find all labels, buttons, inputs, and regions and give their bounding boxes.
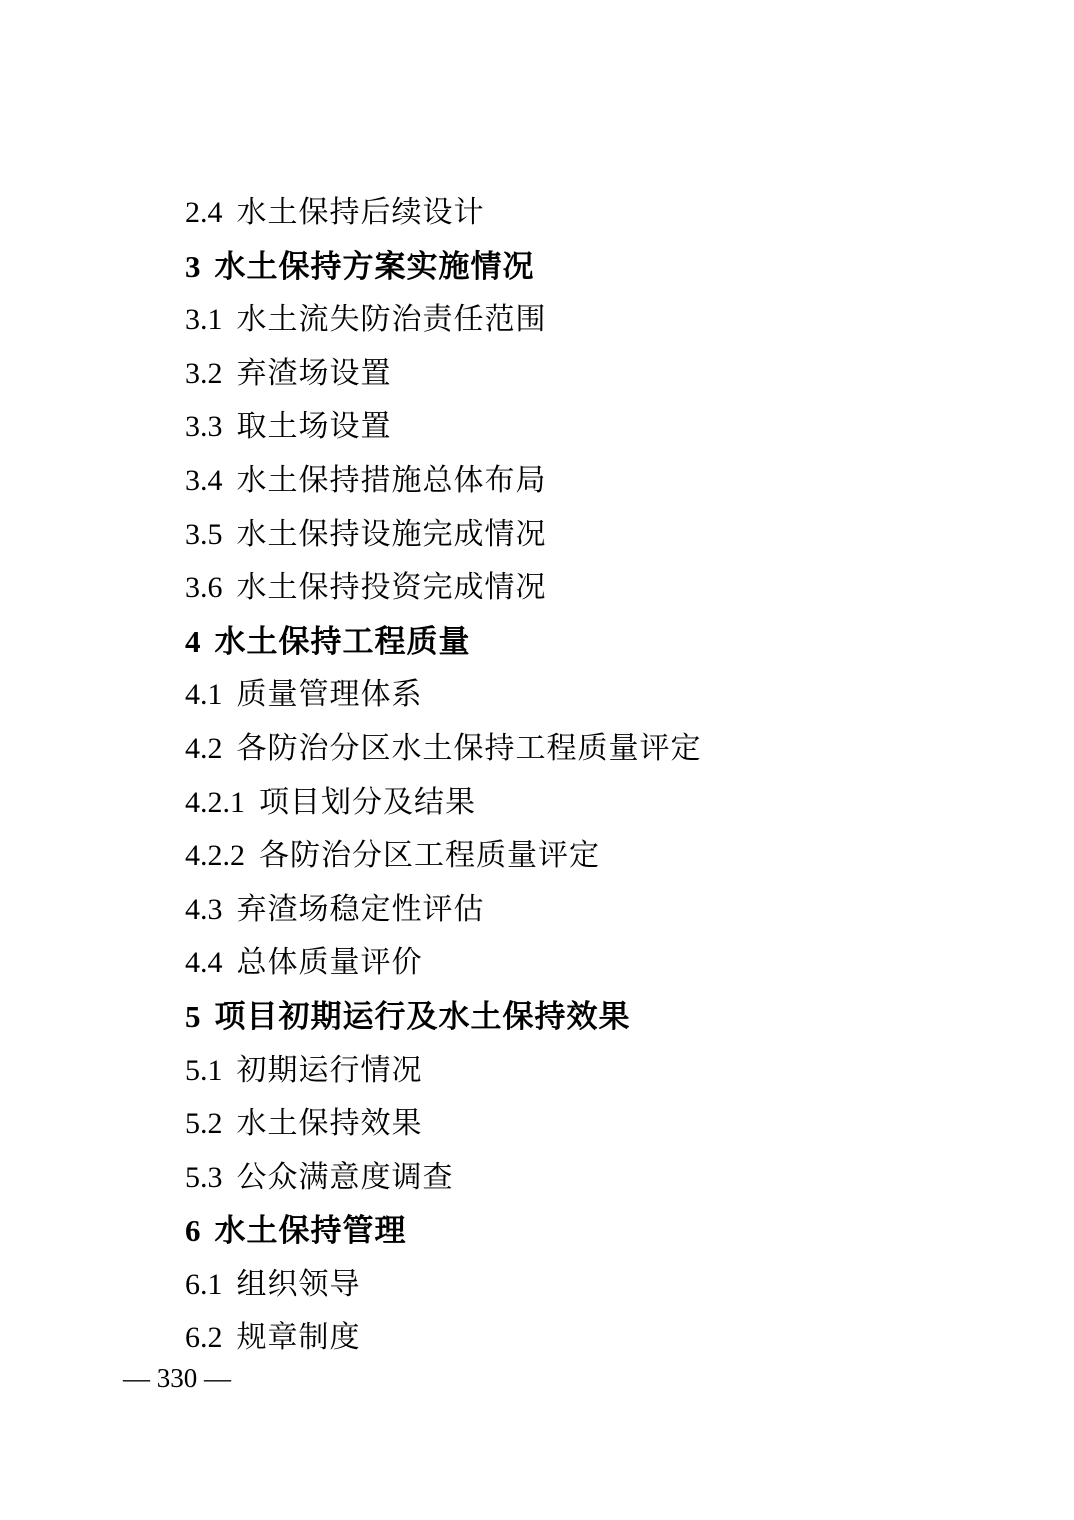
toc-item-number: 3.5 — [185, 517, 223, 551]
toc-item — [185, 883, 702, 937]
toc-item-title: 项目初期运行及水土保持效果 — [214, 998, 631, 1034]
toc-list — [185, 186, 702, 1365]
toc-item — [185, 400, 702, 454]
toc-item-number: 3.3 — [185, 410, 223, 444]
toc-item — [185, 186, 702, 240]
toc-item-title: 初期运行情况 — [236, 1053, 423, 1087]
toc-item-number: 5 — [185, 998, 201, 1034]
toc-item-title: 水土保持管理 — [214, 1213, 407, 1249]
toc-item-title: 水土保持投资完成情况 — [236, 571, 547, 605]
toc-item-number: 4.2.2 — [185, 839, 245, 873]
toc-item-title: 水土保持工程质量 — [214, 623, 471, 659]
toc-item — [185, 508, 702, 562]
toc-item-title: 项目划分及结果 — [259, 785, 476, 819]
toc-item-title: 水土保持方案实施情况 — [214, 248, 535, 284]
toc-item-title: 水土保持措施总体布局 — [236, 463, 547, 497]
toc-item — [185, 829, 702, 883]
page-number: — 330 — — [123, 1363, 231, 1393]
toc-item-title: 公众满意度调查 — [236, 1160, 454, 1194]
toc-item — [185, 293, 702, 347]
toc-item-number: 4.2.1 — [185, 785, 245, 819]
toc-item-number: 4.1 — [185, 678, 223, 712]
toc-item — [185, 347, 702, 401]
toc-item — [185, 936, 702, 990]
toc-item-number: 5.1 — [185, 1053, 223, 1087]
toc-item-number: 3.6 — [185, 571, 223, 605]
toc-item-title: 水土保持后续设计 — [236, 196, 485, 229]
toc-item — [185, 776, 702, 830]
toc-item-title: 各防治分区水土保持工程质量评定 — [236, 731, 702, 765]
toc-item-title: 规章制度 — [236, 1321, 361, 1355]
toc-item-number: 3.2 — [185, 356, 223, 390]
toc-item-number: 5.2 — [185, 1107, 223, 1141]
toc-item-number: 3.4 — [185, 463, 223, 497]
toc-item — [185, 990, 702, 1044]
toc-item-number: 4.3 — [185, 892, 223, 926]
toc-item-title: 弃渣场设置 — [236, 356, 392, 390]
toc-item — [185, 615, 702, 669]
toc-item-number: 3 — [185, 248, 201, 284]
toc-item-number: 5.3 — [185, 1160, 223, 1194]
toc-item — [185, 1151, 702, 1205]
toc-item-title: 水土流失防治责任范围 — [236, 303, 547, 337]
toc-item — [185, 1258, 702, 1312]
toc-item — [185, 668, 702, 722]
toc-item-number: 6 — [185, 1213, 201, 1249]
toc-item-number: 4 — [185, 623, 201, 659]
toc-item — [185, 1204, 702, 1258]
toc-item-number: 6.1 — [185, 1267, 223, 1301]
toc-item-title: 弃渣场稳定性评估 — [236, 892, 485, 926]
toc-item — [185, 240, 702, 294]
toc-item — [185, 722, 702, 776]
toc-item — [185, 454, 702, 508]
toc-item-number: 6.2 — [185, 1321, 223, 1355]
toc-item-number: 2.4 — [185, 196, 223, 229]
toc-item-title: 质量管理体系 — [236, 678, 423, 712]
toc-item-title: 总体质量评价 — [236, 946, 423, 980]
toc-item-title: 水土保持设施完成情况 — [236, 517, 547, 551]
toc-item-title: 取土场设置 — [236, 410, 392, 444]
toc-item-number: 3.1 — [185, 303, 223, 337]
toc-item-title: 水土保持效果 — [236, 1107, 423, 1141]
toc-item-title: 组织领导 — [236, 1267, 361, 1301]
toc-item-number: 4.4 — [185, 946, 223, 980]
toc-item — [185, 1311, 702, 1365]
toc-item-number: 4.2 — [185, 731, 223, 765]
toc-item-title: 各防治分区工程质量评定 — [259, 839, 600, 873]
toc-item — [185, 561, 702, 615]
toc-item — [185, 1044, 702, 1098]
toc-item — [185, 1097, 702, 1151]
